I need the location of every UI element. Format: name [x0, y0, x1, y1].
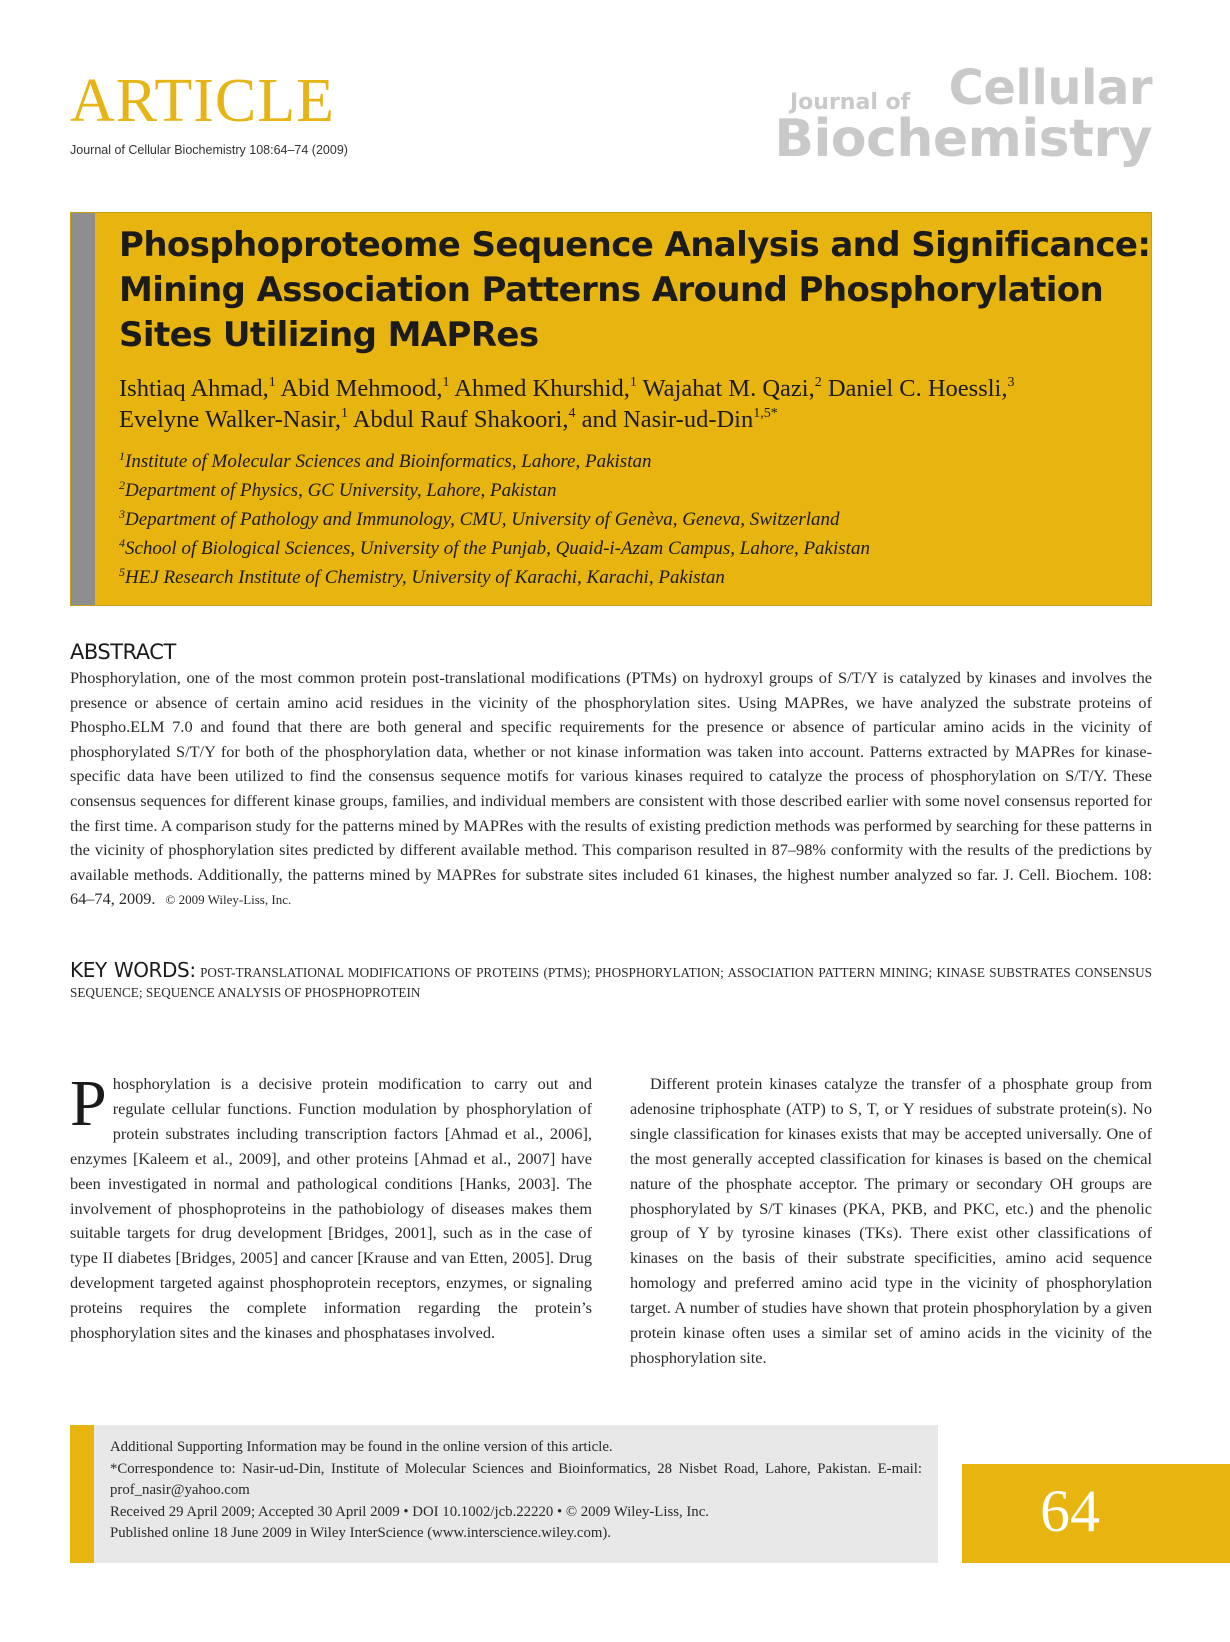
journal-logo-biochemistry: Biochemistry	[774, 109, 1152, 169]
author-name: Daniel C. Hoessli,	[827, 375, 1008, 402]
paper-title-line: Sites Utilizing MAPRes	[119, 315, 539, 355]
abstract-text: Phosphorylation, one of the most common protein post-translational modifications (PTMs) on hydroxyl groups of S/T/Y is catalyzed by kinases and involves the presence or absence of certain amino acid residues in the vicinity of the phosphorylation sites. Using MAPRes, we have analyzed the substrate proteins of Phospho.ELM 7.0 and found that there are both general and specific requirements for the presence or absence of particular amino acids in the vicinity of phosphorylated S/T/Y for both of the phosphorylation data, whether or not kinase information was taken into account. Patterns extracted by MAPRes for kinase-specific data have been utilized to find the consensus sequence motifs for various kinases required to catalyze the process of phosphorylation on S/T/Y. These consensus sequences for different kinase groups, families, and individual members are consistent with those described earlier with some novel consensus reported for the first time. A comparison study for the patterns mined by MAPRes with the results of existing prediction methods was performed by searching for these patterns in the vicinity of phosphorylation sites predicted by different available method. This comparison resulted in 87–98% conformity with the results of the predictions by available methods. Additionally, the patterns mined by MAPRes for substrate sites included 61 kinases, the highest number analyzed so far. J. Cell. Biochem. 108: 64–74, 2009.	[70, 668, 1152, 909]
body-paragraph: Different protein kinases catalyze the transfer of a phosphate group from adenosine triphosphate (ATP) to S, T, or Y residues of substrate protein(s). No single classification for kinases exists that may be accepted universally. One of the most generally accepted classification for kinases is based on the chemical nature of the phosphate acceptor. The primary or secondary OH groups are phosphorylated by S/T kinases (PKA, PKB, and PKC, etc.) and the phenolic group of Y by tyrosine kinases (TKs). There exist other classifications of kinases on the basis of their substrate specificities, amino acid sequence homology and preferred amino acid type in the vicinity of phosphorylation target. A number of studies have shown that protein phosphorylation by a given protein kinase often uses a similar set of amino acids in the vicinity of the phosphorylation site.	[630, 1074, 1152, 1367]
author-name: Evelyne Walker-Nasir,	[119, 406, 341, 433]
author-list	[119, 373, 1139, 435]
author-affiliation-ref: 2	[814, 375, 822, 390]
affiliation	[119, 447, 1139, 476]
author-affiliation-ref: 1	[340, 406, 348, 421]
body-column-right	[630, 1072, 1152, 1371]
paper-title	[119, 223, 1151, 358]
author-name: Abdul Rauf Shakoori,	[352, 406, 569, 433]
author-affiliation-ref: 3	[1007, 375, 1015, 390]
affiliation-number: 5	[119, 565, 125, 579]
footnote-content	[110, 1437, 922, 1545]
affiliation-text: Department of Physics, GC University, Lahore, Pakistan	[125, 480, 557, 501]
journal-logo-journal-of: Journal of	[790, 90, 911, 115]
page-number: 64	[1040, 1478, 1100, 1544]
author-name: Ahmed Khurshid,	[454, 375, 630, 402]
article-label: ARTICLE	[70, 67, 336, 135]
author-name: Wajahat M. Qazi,	[642, 375, 815, 402]
drop-cap: P	[70, 1067, 107, 1140]
affiliation-text: Institute of Molecular Sciences and Bioinformatics, Lahore, Pakistan	[125, 451, 652, 472]
supporting-info-note: Additional Supporting Information may be found in the online version of this article.	[110, 1439, 613, 1455]
abstract-heading: ABSTRACT	[70, 640, 176, 664]
affiliation-number: 4	[119, 536, 125, 550]
abstract-body	[70, 666, 1152, 913]
keywords-text: POST-TRANSLATIONAL MODIFICATIONS OF PROTEINS (PTMS); PHOSPHORYLATION; ASSOCIATION PATTERN MINING; KINASE SUBSTRATES CONSENSUS SEQUENCE; SEQUENCE ANALYSIS OF PHOSPHOPROTEIN	[70, 965, 1152, 1000]
footnote-box	[70, 1425, 938, 1563]
affiliation-number: 2	[119, 478, 125, 492]
received-dates: Received 29 April 2009; Accepted 30 April 2009 • DOI 10.1002/jcb.22220 • © 2009 Wiley-Liss, Inc.	[110, 1503, 709, 1520]
published-note: Published online 18 June 2009 in Wiley InterScience (www.interscience.wiley.com).	[110, 1525, 611, 1541]
affiliation	[119, 505, 1139, 534]
title-box-accent-bar	[71, 213, 95, 605]
footnote-accent-bar	[70, 1425, 94, 1563]
journal-logo-cellular: Cellular	[948, 60, 1152, 116]
correspondence-note: *Correspondence to: Nasir-ud-Din, Institute of Molecular Sciences and Bioinformatics, 28 Nisbet Road, Lahore, Pakistan. E-mail: prof_nasir@yahoo.com	[110, 1460, 922, 1498]
body-paragraph: hosphorylation is a decisive protein modification to carry out and regulate cellular functions. Function modulation by phosphorylation of protein substrates including transcription factors [Ahmad et al., 2006], enzymes [Kaleem et al., 2009], and other proteins [Ahmad et al., 2007] have been investigated in normal and pathological conditions [Hanks, 2003]. The involvement of phosphoproteins in the pathobiology of diseases makes them suitable targets for drug development [Bridges, 2001], such as in the case of type II diabetes [Bridges, 2005] and cancer [Krause and van Etten, 2005]. Drug development targeted against phosphoprotein receptors, enzymes, or signaling proteins requires the complete information regarding the protein’s phosphorylation sites and the kinases and phosphatases involved.	[70, 1074, 592, 1343]
author-name: Abid Mehmood,	[280, 375, 443, 402]
author-affiliation-ref: 1	[268, 375, 276, 390]
affiliation-number: 1	[119, 449, 125, 463]
page-number-box	[962, 1464, 1230, 1563]
journal-logo	[774, 60, 1152, 172]
paper-title-line: Phosphoproteome Sequence Analysis and Significance:	[119, 225, 1151, 265]
affiliation-text: Department of Pathology and Immunology, CMU, University of Genèva, Geneva, Switzerland	[125, 509, 840, 530]
affiliation-list	[119, 447, 1139, 592]
author-name: Ishtiaq Ahmad,	[119, 375, 269, 402]
abstract-copyright: © 2009 Wiley-Liss, Inc.	[165, 892, 292, 908]
journal-citation: Journal of Cellular Biochemistry 108:64–74 (2009)	[70, 143, 348, 157]
title-box	[70, 212, 1152, 606]
author-affiliation-ref: 1	[629, 375, 637, 390]
affiliation-number: 3	[119, 507, 125, 521]
affiliation-text: HEJ Research Institute of Chemistry, University of Karachi, Karachi, Pakistan	[125, 567, 725, 588]
author-line	[119, 373, 1139, 404]
keywords	[70, 960, 1152, 1003]
affiliation	[119, 563, 1139, 592]
affiliation	[119, 476, 1139, 505]
body-column-left	[70, 1067, 592, 1346]
affiliation	[119, 534, 1139, 563]
author-line	[119, 404, 1139, 435]
keywords-label: KEY WORDS:	[70, 958, 196, 982]
affiliation-text: School of Biological Sciences, University of the Punjab, Quaid-i-Azam Campus, Lahore, Pakistan	[125, 538, 870, 559]
paper-title-line: Mining Association Patterns Around Phosphorylation	[119, 270, 1104, 310]
author-affiliation-ref: 4	[568, 406, 576, 421]
author-name: and Nasir-ud-Din	[581, 406, 754, 433]
author-affiliation-ref: 1	[442, 375, 450, 390]
author-affiliation-ref: 1,5*	[753, 406, 778, 421]
